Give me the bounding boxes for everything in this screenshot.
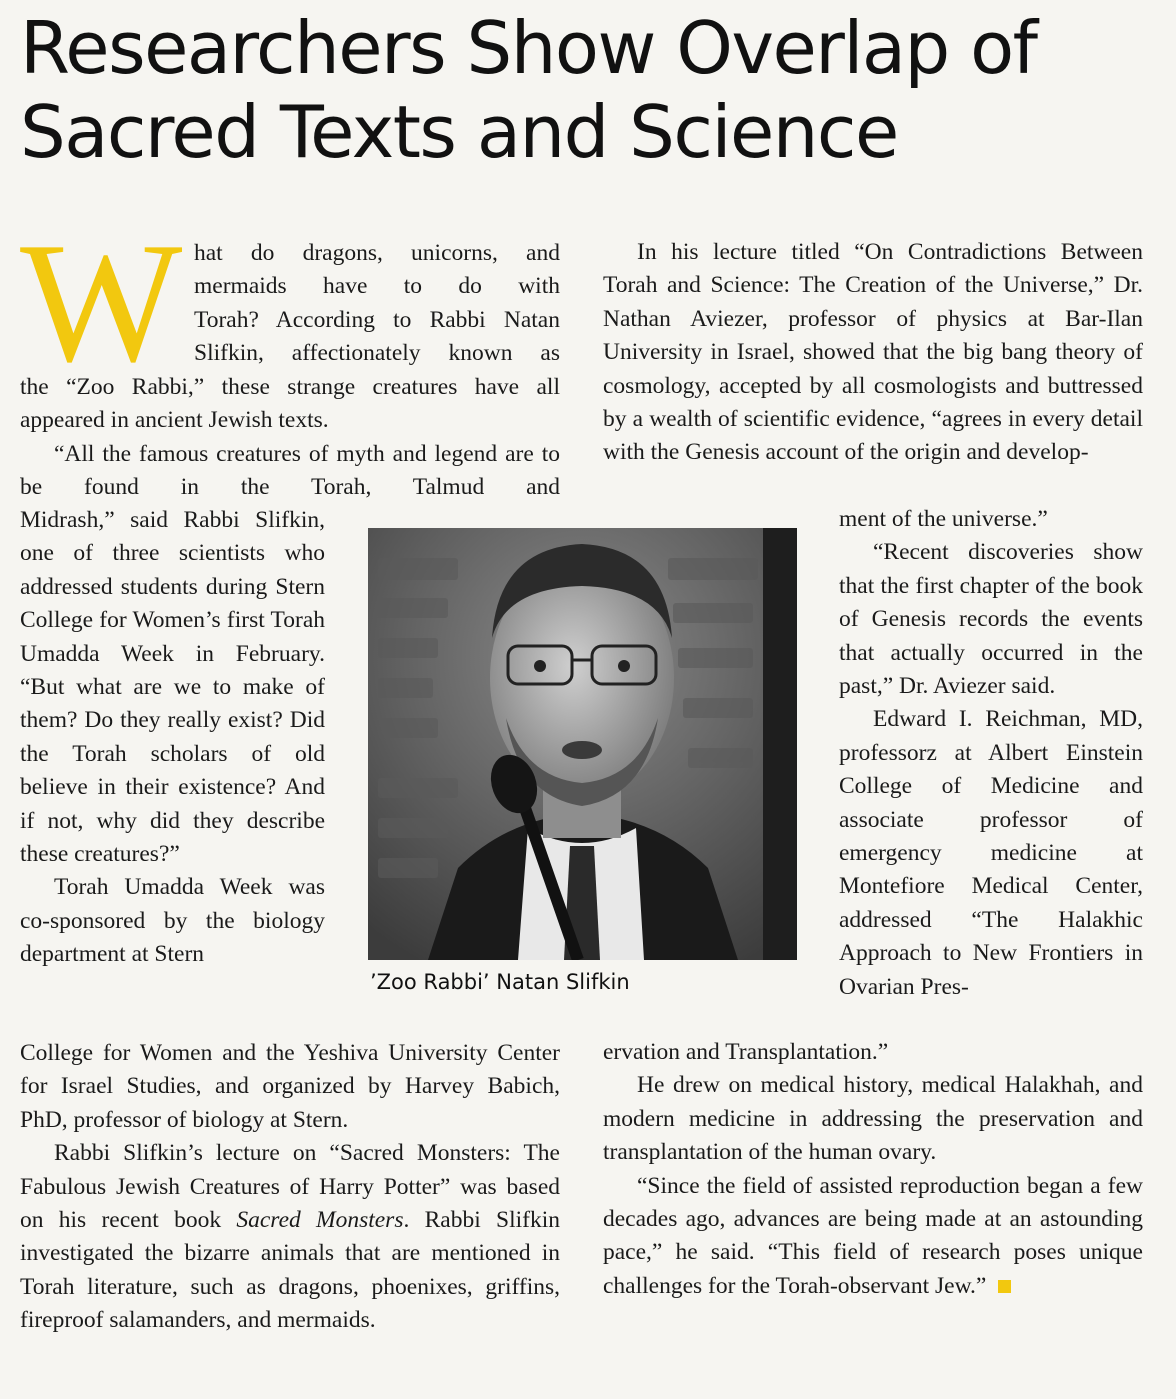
- text-run: “Since the field of assisted reproduction began a few decades ago, advances are being made at an astounding pace,” he said. “This field of research poses unique challenges for the Torah-observant Jew.”: [603, 1172, 1143, 1299]
- col2-upper: [603, 236, 1143, 470]
- paragraph: [20, 1137, 560, 1337]
- col1-upper: [20, 371, 560, 505]
- headline-line-2: Sacred Texts and Science: [20, 90, 898, 174]
- paragraph: Edward I. Reichman, MD, professorz at Albert Einstein College of Medicine and associate professor of emergency medicine at Montefiore Medical Center, addressed “The Halakhic Approach to New Frontiers in Ovarian Pres-: [839, 706, 1143, 1000]
- paragraph: ervation and Transplantation.”: [603, 1039, 889, 1065]
- headline-line-1: Researchers Show Overlap of: [20, 6, 1037, 90]
- col2-lower: [603, 1036, 1143, 1303]
- paragraph: In his lecture titled “On Contradictions Between Torah and Science: The Creation of the Universe,” Dr. Nathan Aviezer, professor of physics at Bar-Ilan University in Israel, showed that the big bang theory of cosmology, accepted by all cosmologists and buttressed by a wealth of scientific evidence, “agrees in every detail with the Genesis account of the origin and develop-: [603, 239, 1143, 466]
- portrait-photo: [368, 528, 797, 960]
- paragraph: ment of the universe.”: [839, 506, 1048, 532]
- paragraph: “All the famous creatures of myth and legend are to be found in the Torah, Talmud and: [20, 440, 560, 501]
- photo-caption: ’Zoo Rabbi’ Natan Slifkin: [370, 970, 630, 994]
- paragraph: College for Women and the Yeshiva University Center for Israel Studies, and organized by Harvey Babich, PhD, professor of biology at Stern.: [20, 1040, 560, 1133]
- text-run: Rabbi Slifkin’s lecture on “Sacred Monsters: The Fabulous Jewish Creatures of Harry Potter” was based on his recent book: [20, 1140, 560, 1234]
- portrait-illustration: [368, 528, 797, 960]
- paragraph: mermaids have to do with: [194, 273, 560, 300]
- col1-lower: [20, 1037, 560, 1338]
- drop-cap: W: [20, 208, 183, 398]
- paragraph: [603, 1170, 1143, 1304]
- col1-dropcap-lines: [194, 237, 560, 371]
- col2-narrow: [839, 503, 1143, 1004]
- paragraph: the “Zoo Rabbi,” these strange creatures have all appeared in ancient Jewish texts.: [20, 374, 560, 434]
- headline: [20, 6, 1160, 174]
- yellow-square-end-mark-icon: [998, 1280, 1011, 1293]
- paragraph: He drew on medical history, medical Halakhah, and modern medicine in addressing the preservation and transplantation of the human ovary.: [603, 1072, 1143, 1166]
- col1-narrow: [20, 504, 325, 972]
- text-run: . Rabbi Slifkin investigated the bizarre animals that are mentioned in Torah literature, such as dragons, phoenixes, griffins, fireproof salamanders, and mermaids.: [20, 1207, 560, 1334]
- paragraph: “Recent discoveries show that the first chapter of the book of Genesis records the events that actually occurred in the past,” Dr. Aviezer said.: [839, 539, 1143, 700]
- paragraph: Torah Umadda Week was co-sponsored by the biology department at Stern: [20, 874, 325, 968]
- paragraph: Midrash,” said Rabbi Slifkin, one of three scientists who addressed students during Stern College for Women’s first Torah Umadda Week in February. “But what are we to make of them? Do they really exist? Did the Torah scholars of old believe in their existence? And if not, why did they describe these creatures?”: [20, 507, 325, 868]
- book-title: Sacred Monsters: [236, 1207, 404, 1234]
- paragraph: hat do dragons, unicorns, and: [194, 240, 560, 266]
- paragraph: Torah? According to Rabbi Natan: [194, 306, 560, 333]
- paragraph: Slifkin, affectionately known as: [194, 340, 560, 367]
